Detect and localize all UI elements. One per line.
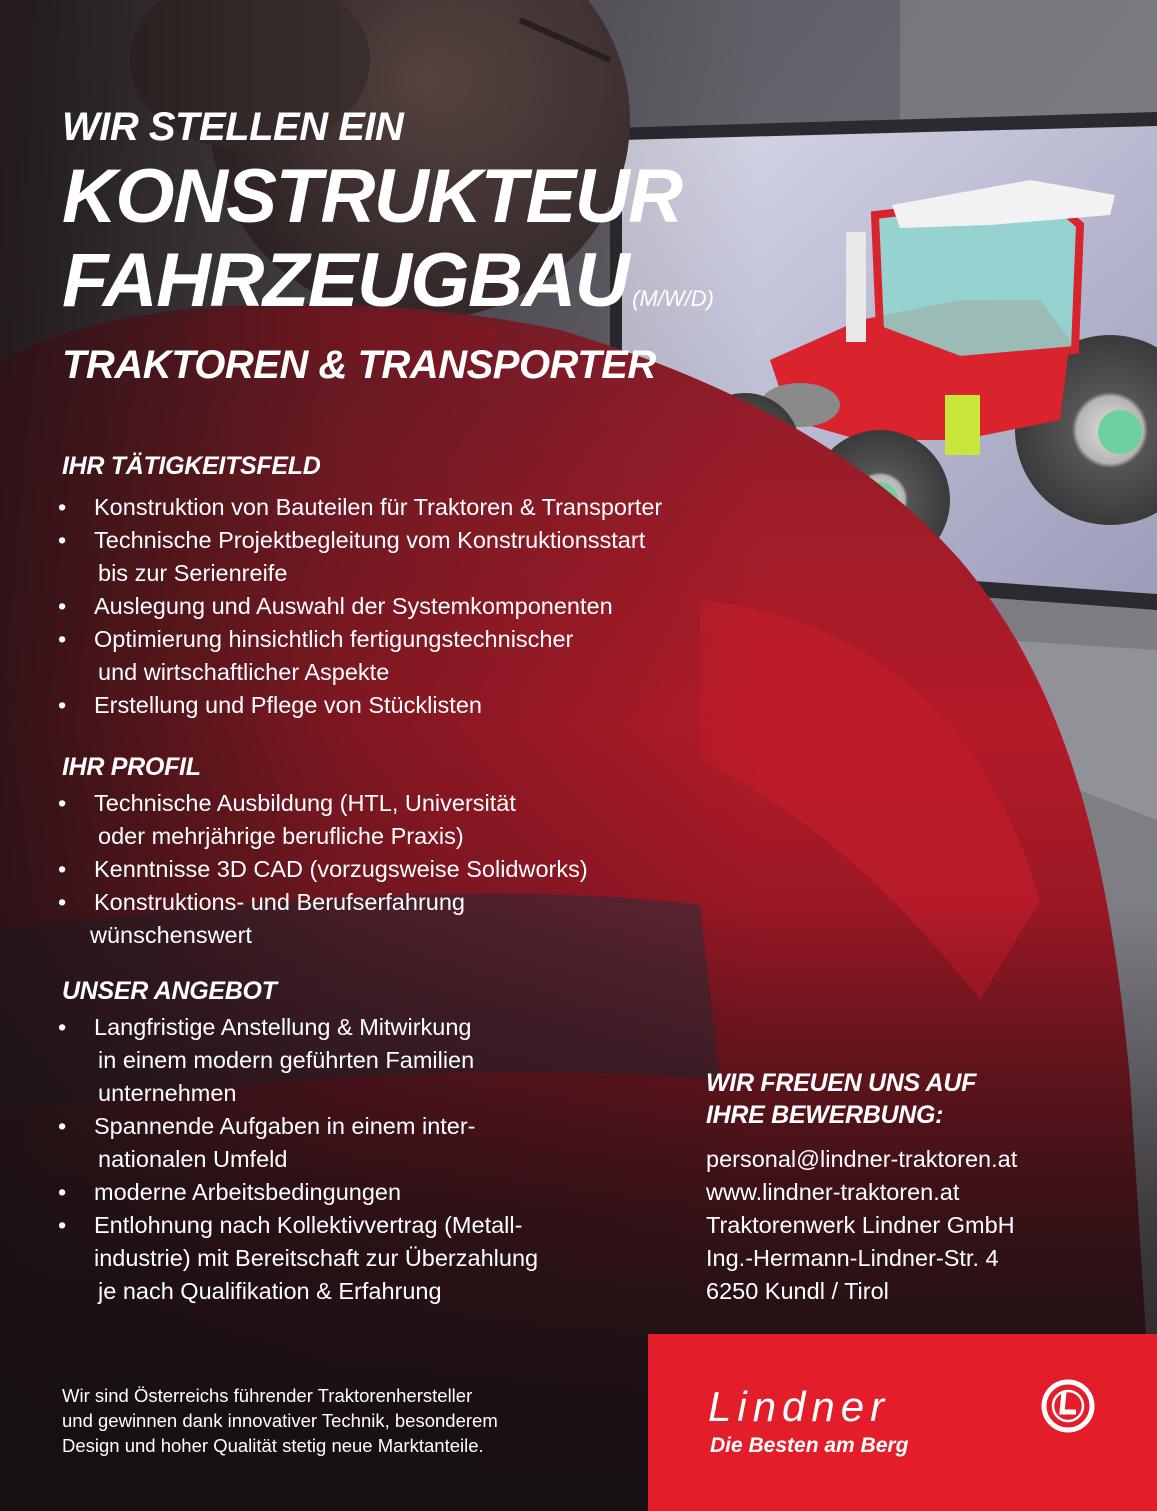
company-name: Traktorenwerk Lindner GmbH bbox=[706, 1212, 1015, 1238]
bullet: • bbox=[58, 1212, 67, 1238]
bullet: • bbox=[58, 593, 67, 619]
bullet: • bbox=[58, 790, 67, 816]
bullet: • bbox=[58, 527, 67, 553]
bullet: • bbox=[58, 626, 67, 652]
city-address: 6250 Kundl / Tirol bbox=[706, 1278, 889, 1304]
section-title-taetigkeitsfeld: IHR TÄTIGKEITSFELD bbox=[62, 452, 321, 480]
profil-list bbox=[58, 787, 588, 952]
headline-title-line2-text: FAHRZEUGBAU bbox=[62, 238, 629, 323]
list-item: • Spannende Aufgaben in einem inter- nationalen Umfeld bbox=[58, 1110, 538, 1176]
list-item: • Erstellung und Pflege von Stücklisten bbox=[58, 689, 662, 722]
list-item: • Kenntnisse 3D CAD (vorzugsweise Solidworks) bbox=[58, 853, 588, 886]
angebot-list bbox=[58, 1011, 538, 1308]
list-item: • moderne Arbeitsbedingungen bbox=[58, 1176, 538, 1209]
headline-title-line2 bbox=[62, 238, 715, 336]
lindner-logo-box bbox=[648, 1334, 1157, 1511]
headline-subtitle: TRAKTOREN & TRANSPORTER bbox=[62, 343, 656, 387]
email-link[interactable]: personal@lindner-traktoren.at bbox=[706, 1146, 1018, 1172]
bullet: • bbox=[58, 1113, 67, 1139]
headline bbox=[62, 104, 714, 388]
list-item: • Technische Ausbildung (HTL, Universität oder mehrjährige berufliche Praxis) bbox=[58, 787, 588, 853]
bullet: • bbox=[58, 494, 67, 520]
apply-title: WIR FREUEN UNS AUF IHRE BEWERBUNG: bbox=[706, 1069, 977, 1129]
bullet: • bbox=[58, 889, 67, 915]
bullet: • bbox=[58, 1179, 67, 1205]
bullet: • bbox=[58, 692, 67, 718]
gender-suffix: (M/W/D) bbox=[632, 286, 715, 311]
list-item: • Entlohnung nach Kollektivvertrag (Metall- industrie) mit Bereitschaft zur Überzahlung je nach Qualifikation & Erfahrung bbox=[58, 1209, 538, 1308]
website-link[interactable]: www.lindner-traktoren.at bbox=[706, 1179, 960, 1205]
list-item: • Auslegung und Auswahl der Systemkomponenten bbox=[58, 590, 662, 623]
list-item: • Optimierung hinsichtlich fertigungstechnischer und wirtschaftlicher Aspekte bbox=[58, 623, 662, 689]
company-description: Wir sind Österreichs führender Traktorenhersteller und gewinnen dank innovativer Technik, besonderem Design und hoher Qualität stetig neue Marktanteile. bbox=[62, 1385, 498, 1456]
bullet: • bbox=[58, 1014, 67, 1040]
lindner-wordmark: Lindner bbox=[708, 1383, 891, 1430]
contact-details bbox=[706, 1143, 1017, 1308]
street-address: Ing.-Hermann-Lindner-Str. 4 bbox=[706, 1245, 999, 1271]
list-item: • Konstruktions- und Berufserfahrung wünschenswert bbox=[58, 886, 588, 952]
section-title-profil: IHR PROFIL bbox=[62, 753, 201, 781]
logo-tagline: Die Besten am Berg bbox=[710, 1434, 909, 1457]
section-title-angebot: UNSER ANGEBOT bbox=[62, 977, 277, 1005]
headline-title-line1: KONSTRUKTEUR bbox=[62, 154, 682, 239]
bullet: • bbox=[58, 856, 67, 882]
list-item: • Technische Projektbegleitung vom Konstruktionsstart bis zur Serienreife bbox=[58, 524, 662, 590]
list-item: • Langfristige Anstellung & Mitwirkung in einem modern geführten Familien unternehmen bbox=[58, 1011, 538, 1110]
lindner-emblem-icon bbox=[1040, 1378, 1096, 1439]
contact-block bbox=[706, 1067, 1017, 1308]
headline-pre: WIR STELLEN EIN bbox=[62, 105, 404, 149]
list-item: • Konstruktion von Bauteilen für Traktoren & Transporter bbox=[58, 491, 662, 524]
taetigkeitsfeld-list bbox=[58, 491, 662, 722]
